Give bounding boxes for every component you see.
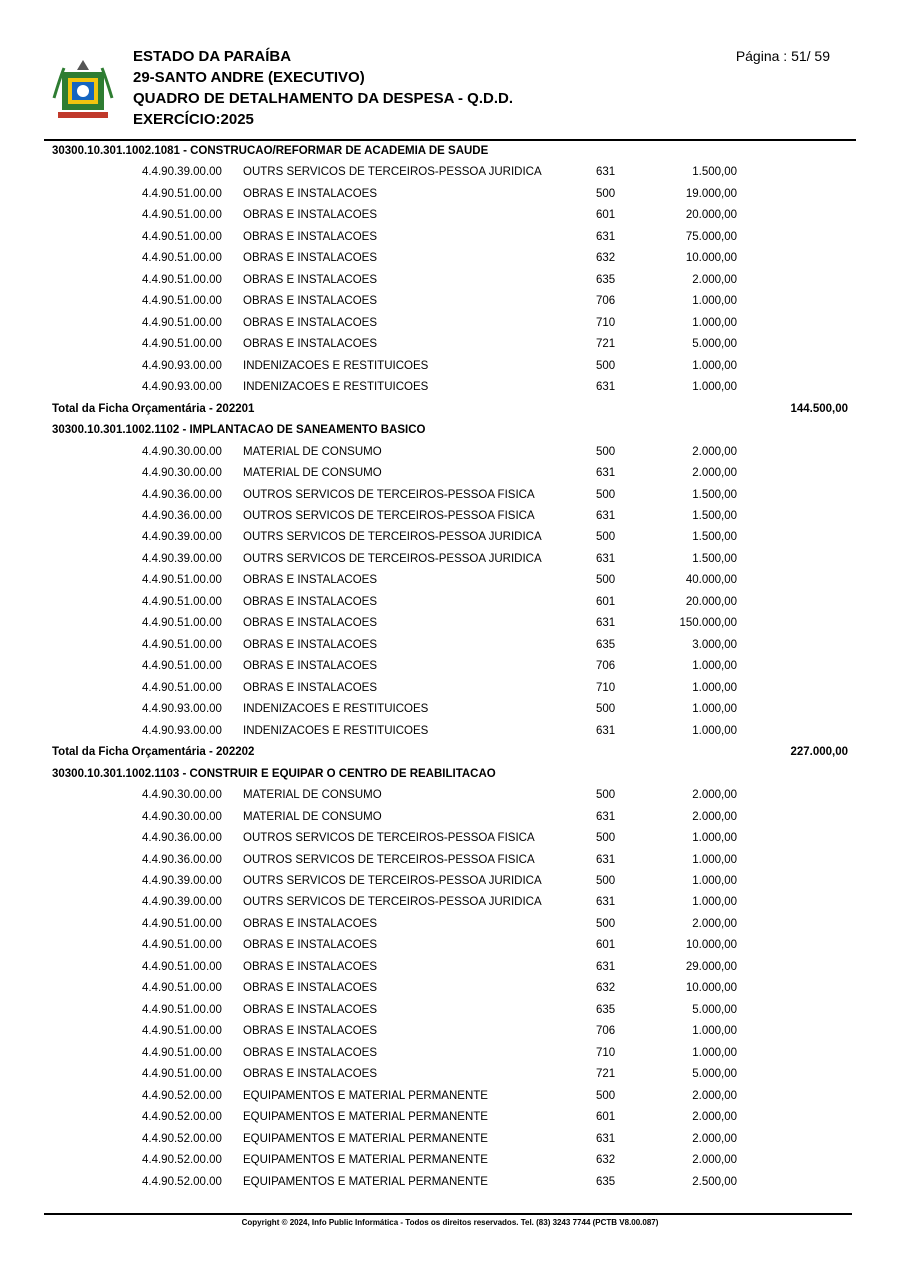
row-expense-code: 4.4.90.93.00.00 xyxy=(142,359,222,372)
row-source-code: 710 xyxy=(596,316,616,329)
row-amount: 1.500,00 xyxy=(692,166,737,179)
row-source-code: 635 xyxy=(596,638,616,651)
row-source-code: 632 xyxy=(596,982,616,995)
row-source-code: 500 xyxy=(596,874,616,887)
row-source-code: 631 xyxy=(596,166,616,179)
header-state-name: ESTADO DA PARAÍBA xyxy=(133,48,292,65)
row-source-code: 601 xyxy=(596,939,616,952)
row-expense-code: 4.4.90.51.00.00 xyxy=(142,230,222,243)
footer-divider xyxy=(44,1213,852,1215)
row-source-code: 706 xyxy=(596,1025,616,1038)
row-amount: 20.000,00 xyxy=(685,595,737,608)
section-title: 30300.10.301.1002.1102 - IMPLANTACAO DE SANEAMENTO BASICO xyxy=(52,424,426,437)
row-expense-code: 4.4.90.30.00.00 xyxy=(142,467,222,480)
row-expense-code: 4.4.90.36.00.00 xyxy=(142,509,222,522)
row-source-code: 500 xyxy=(596,187,616,200)
row-source-code: 635 xyxy=(596,273,616,286)
row-source-code: 706 xyxy=(596,295,616,308)
header-divider xyxy=(44,139,856,141)
section-total-label: Total da Ficha Orçamentária - 202202 xyxy=(52,746,255,759)
row-source-code: 635 xyxy=(596,1003,616,1016)
row-amount: 2.000,00 xyxy=(692,917,737,930)
row-description: OBRAS E INSTALACOES xyxy=(243,316,377,329)
row-source-code: 631 xyxy=(596,853,616,866)
row-amount: 1.000,00 xyxy=(692,316,737,329)
row-expense-code: 4.4.90.51.00.00 xyxy=(142,1046,222,1059)
row-amount: 2.000,00 xyxy=(692,1089,737,1102)
row-amount: 1.000,00 xyxy=(692,703,737,716)
row-expense-code: 4.4.90.51.00.00 xyxy=(142,660,222,673)
row-amount: 1.000,00 xyxy=(692,1046,737,1059)
row-source-code: 631 xyxy=(596,960,616,973)
row-source-code: 721 xyxy=(596,338,616,351)
row-description: OBRAS E INSTALACOES xyxy=(243,960,377,973)
row-description: EQUIPAMENTOS E MATERIAL PERMANENTE xyxy=(243,1132,488,1145)
row-amount: 1.500,00 xyxy=(692,509,737,522)
row-source-code: 500 xyxy=(596,917,616,930)
row-amount: 20.000,00 xyxy=(685,209,737,222)
row-expense-code: 4.4.90.51.00.00 xyxy=(142,1068,222,1081)
row-amount: 10.000,00 xyxy=(685,939,737,952)
row-expense-code: 4.4.90.39.00.00 xyxy=(142,874,222,887)
row-description: OBRAS E INSTALACOES xyxy=(243,638,377,651)
row-description: INDENIZACOES E RESTITUICOES xyxy=(243,359,429,372)
row-description: EQUIPAMENTOS E MATERIAL PERMANENTE xyxy=(243,1175,488,1188)
row-source-code: 632 xyxy=(596,252,616,265)
row-expense-code: 4.4.90.51.00.00 xyxy=(142,681,222,694)
row-amount: 1.500,00 xyxy=(692,552,737,565)
row-amount: 2.000,00 xyxy=(692,467,737,480)
row-source-code: 631 xyxy=(596,617,616,630)
row-description: OBRAS E INSTALACOES xyxy=(243,917,377,930)
row-description: OBRAS E INSTALACOES xyxy=(243,273,377,286)
row-description: OUTRS SERVICOS DE TERCEIROS-PESSOA JURIDICA xyxy=(243,531,542,544)
row-description: OBRAS E INSTALACOES xyxy=(243,681,377,694)
row-source-code: 500 xyxy=(596,703,616,716)
row-source-code: 500 xyxy=(596,359,616,372)
row-description: OBRAS E INSTALACOES xyxy=(243,1068,377,1081)
row-expense-code: 4.4.90.30.00.00 xyxy=(142,789,222,802)
row-description: OBRAS E INSTALACOES xyxy=(243,574,377,587)
row-source-code: 632 xyxy=(596,1154,616,1167)
row-description: OUTRS SERVICOS DE TERCEIROS-PESSOA JURIDICA xyxy=(243,874,542,887)
row-source-code: 500 xyxy=(596,832,616,845)
row-expense-code: 4.4.90.51.00.00 xyxy=(142,1003,222,1016)
row-expense-code: 4.4.90.30.00.00 xyxy=(142,810,222,823)
row-expense-code: 4.4.90.93.00.00 xyxy=(142,724,222,737)
row-source-code: 706 xyxy=(596,660,616,673)
row-source-code: 601 xyxy=(596,1111,616,1124)
row-amount: 1.500,00 xyxy=(692,488,737,501)
row-source-code: 631 xyxy=(596,810,616,823)
row-source-code: 500 xyxy=(596,789,616,802)
row-source-code: 631 xyxy=(596,467,616,480)
row-expense-code: 4.4.90.52.00.00 xyxy=(142,1111,222,1124)
row-expense-code: 4.4.90.51.00.00 xyxy=(142,273,222,286)
row-amount: 75.000,00 xyxy=(685,230,737,243)
section-title: 30300.10.301.1002.1103 - CONSTRUIR E EQUIPAR O CENTRO DE REABILITACAO xyxy=(52,767,496,780)
row-description: MATERIAL DE CONSUMO xyxy=(243,810,382,823)
row-expense-code: 4.4.90.93.00.00 xyxy=(142,703,222,716)
row-description: OBRAS E INSTALACOES xyxy=(243,209,377,222)
row-description: OBRAS E INSTALACOES xyxy=(243,939,377,952)
row-expense-code: 4.4.90.51.00.00 xyxy=(142,960,222,973)
row-amount: 1.500,00 xyxy=(692,531,737,544)
row-amount: 2.000,00 xyxy=(692,810,737,823)
row-source-code: 631 xyxy=(596,896,616,909)
row-expense-code: 4.4.90.39.00.00 xyxy=(142,531,222,544)
row-amount: 1.000,00 xyxy=(692,295,737,308)
row-description: EQUIPAMENTOS E MATERIAL PERMANENTE xyxy=(243,1089,488,1102)
row-source-code: 631 xyxy=(596,724,616,737)
row-amount: 19.000,00 xyxy=(685,187,737,200)
row-source-code: 631 xyxy=(596,381,616,394)
row-description: MATERIAL DE CONSUMO xyxy=(243,445,382,458)
row-amount: 1.000,00 xyxy=(692,681,737,694)
row-description: OUTRS SERVICOS DE TERCEIROS-PESSOA JURIDICA xyxy=(243,166,542,179)
row-description: OBRAS E INSTALACOES xyxy=(243,617,377,630)
row-expense-code: 4.4.90.51.00.00 xyxy=(142,209,222,222)
row-expense-code: 4.4.90.51.00.00 xyxy=(142,338,222,351)
row-source-code: 500 xyxy=(596,531,616,544)
row-expense-code: 4.4.90.52.00.00 xyxy=(142,1154,222,1167)
row-source-code: 721 xyxy=(596,1068,616,1081)
row-amount: 2.000,00 xyxy=(692,1111,737,1124)
row-expense-code: 4.4.90.51.00.00 xyxy=(142,939,222,952)
row-expense-code: 4.4.90.93.00.00 xyxy=(142,381,222,394)
row-amount: 1.000,00 xyxy=(692,724,737,737)
row-description: INDENIZACOES E RESTITUICOES xyxy=(243,724,429,737)
row-expense-code: 4.4.90.51.00.00 xyxy=(142,638,222,651)
row-amount: 5.000,00 xyxy=(692,1068,737,1081)
row-amount: 40.000,00 xyxy=(685,574,737,587)
page-number: Página : 51/ 59 xyxy=(735,48,830,64)
row-expense-code: 4.4.90.36.00.00 xyxy=(142,488,222,501)
row-amount: 3.000,00 xyxy=(692,638,737,651)
row-amount: 2.500,00 xyxy=(692,1175,737,1188)
row-description: OBRAS E INSTALACOES xyxy=(243,1003,377,1016)
row-amount: 1.000,00 xyxy=(692,832,737,845)
row-source-code: 631 xyxy=(596,509,616,522)
row-description: INDENIZACOES E RESTITUICOES xyxy=(243,703,429,716)
row-expense-code: 4.4.90.39.00.00 xyxy=(142,896,222,909)
row-description: OUTROS SERVICOS DE TERCEIROS-PESSOA FISICA xyxy=(243,832,535,845)
row-expense-code: 4.4.90.36.00.00 xyxy=(142,832,222,845)
row-amount: 1.000,00 xyxy=(692,660,737,673)
row-amount: 10.000,00 xyxy=(685,982,737,995)
row-expense-code: 4.4.90.51.00.00 xyxy=(142,574,222,587)
section-title: 30300.10.301.1002.1081 - CONSTRUCAO/REFORMAR DE ACADEMIA DE SAUDE xyxy=(52,145,489,157)
row-amount: 2.000,00 xyxy=(692,1154,737,1167)
row-amount: 2.000,00 xyxy=(692,1132,737,1145)
row-description: OUTROS SERVICOS DE TERCEIROS-PESSOA FISICA xyxy=(243,853,535,866)
row-expense-code: 4.4.90.51.00.00 xyxy=(142,917,222,930)
row-source-code: 631 xyxy=(596,1132,616,1145)
row-source-code: 500 xyxy=(596,574,616,587)
row-description: INDENIZACOES E RESTITUICOES xyxy=(243,381,429,394)
row-amount: 1.000,00 xyxy=(692,1025,737,1038)
row-amount: 1.000,00 xyxy=(692,853,737,866)
row-expense-code: 4.4.90.39.00.00 xyxy=(142,552,222,565)
row-source-code: 635 xyxy=(596,1175,616,1188)
row-description: OBRAS E INSTALACOES xyxy=(243,1046,377,1059)
row-description: MATERIAL DE CONSUMO xyxy=(243,789,382,802)
row-source-code: 500 xyxy=(596,488,616,501)
row-expense-code: 4.4.90.51.00.00 xyxy=(142,187,222,200)
row-description: OBRAS E INSTALACOES xyxy=(243,1025,377,1038)
row-source-code: 631 xyxy=(596,230,616,243)
row-expense-code: 4.4.90.51.00.00 xyxy=(142,252,222,265)
row-source-code: 710 xyxy=(596,681,616,694)
header-entity-name: 29-SANTO ANDRE (EXECUTIVO) xyxy=(133,69,365,86)
section-total-value: 227.000,00 xyxy=(790,746,848,759)
row-expense-code: 4.4.90.52.00.00 xyxy=(142,1089,222,1102)
row-amount: 1.000,00 xyxy=(692,359,737,372)
row-source-code: 631 xyxy=(596,552,616,565)
row-amount: 150.000,00 xyxy=(679,617,737,630)
section-total-value: 144.500,00 xyxy=(790,402,848,415)
row-description: OUTROS SERVICOS DE TERCEIROS-PESSOA FISICA xyxy=(243,509,535,522)
row-expense-code: 4.4.90.30.00.00 xyxy=(142,445,222,458)
row-amount: 10.000,00 xyxy=(685,252,737,265)
row-expense-code: 4.4.90.51.00.00 xyxy=(142,1025,222,1038)
row-amount: 5.000,00 xyxy=(692,1003,737,1016)
row-expense-code: 4.4.90.51.00.00 xyxy=(142,617,222,630)
row-description: EQUIPAMENTOS E MATERIAL PERMANENTE xyxy=(243,1154,488,1167)
row-amount: 2.000,00 xyxy=(692,445,737,458)
row-expense-code: 4.4.90.52.00.00 xyxy=(142,1175,222,1188)
row-expense-code: 4.4.90.51.00.00 xyxy=(142,295,222,308)
row-amount: 29.000,00 xyxy=(685,960,737,973)
row-description: OUTROS SERVICOS DE TERCEIROS-PESSOA FISICA xyxy=(243,488,535,501)
row-description: OUTRS SERVICOS DE TERCEIROS-PESSOA JURIDICA xyxy=(243,552,542,565)
footer-copyright: Copyright © 2024, Info Public Informática - Todos os direitos reservados. Tel. (83) 3243 7744 (PCTB V8.00.087) xyxy=(241,1218,659,1227)
row-description: OBRAS E INSTALACOES xyxy=(243,982,377,995)
row-amount: 2.000,00 xyxy=(692,789,737,802)
row-description: OBRAS E INSTALACOES xyxy=(243,187,377,200)
row-expense-code: 4.4.90.52.00.00 xyxy=(142,1132,222,1145)
row-source-code: 710 xyxy=(596,1046,616,1059)
row-amount: 5.000,00 xyxy=(692,338,737,351)
state-coat-of-arms-logo xyxy=(50,58,116,122)
row-description: OBRAS E INSTALACOES xyxy=(243,595,377,608)
header-fiscal-year: EXERCÍCIO:2025 xyxy=(133,111,254,128)
row-source-code: 601 xyxy=(596,209,616,222)
row-description: OBRAS E INSTALACOES xyxy=(243,252,377,265)
row-description: EQUIPAMENTOS E MATERIAL PERMANENTE xyxy=(243,1111,488,1124)
row-amount: 1.000,00 xyxy=(692,381,737,394)
row-expense-code: 4.4.90.51.00.00 xyxy=(142,595,222,608)
row-source-code: 500 xyxy=(596,445,616,458)
row-description: OBRAS E INSTALACOES xyxy=(243,295,377,308)
row-description: OBRAS E INSTALACOES xyxy=(243,338,377,351)
section-total-label: Total da Ficha Orçamentária - 202201 xyxy=(52,402,255,415)
row-expense-code: 4.4.90.51.00.00 xyxy=(142,982,222,995)
row-description: OBRAS E INSTALACOES xyxy=(243,660,377,673)
row-description: MATERIAL DE CONSUMO xyxy=(243,467,382,480)
row-expense-code: 4.4.90.51.00.00 xyxy=(142,316,222,329)
row-expense-code: 4.4.90.36.00.00 xyxy=(142,853,222,866)
row-amount: 1.000,00 xyxy=(692,874,737,887)
row-amount: 1.000,00 xyxy=(692,896,737,909)
row-source-code: 500 xyxy=(596,1089,616,1102)
row-description: OBRAS E INSTALACOES xyxy=(243,230,377,243)
row-description: OUTRS SERVICOS DE TERCEIROS-PESSOA JURIDICA xyxy=(243,896,542,909)
row-amount: 2.000,00 xyxy=(692,273,737,286)
row-source-code: 601 xyxy=(596,595,616,608)
header-report-title: QUADRO DE DETALHAMENTO DA DESPESA - Q.D.D. xyxy=(133,90,514,107)
row-expense-code: 4.4.90.39.00.00 xyxy=(142,166,222,179)
